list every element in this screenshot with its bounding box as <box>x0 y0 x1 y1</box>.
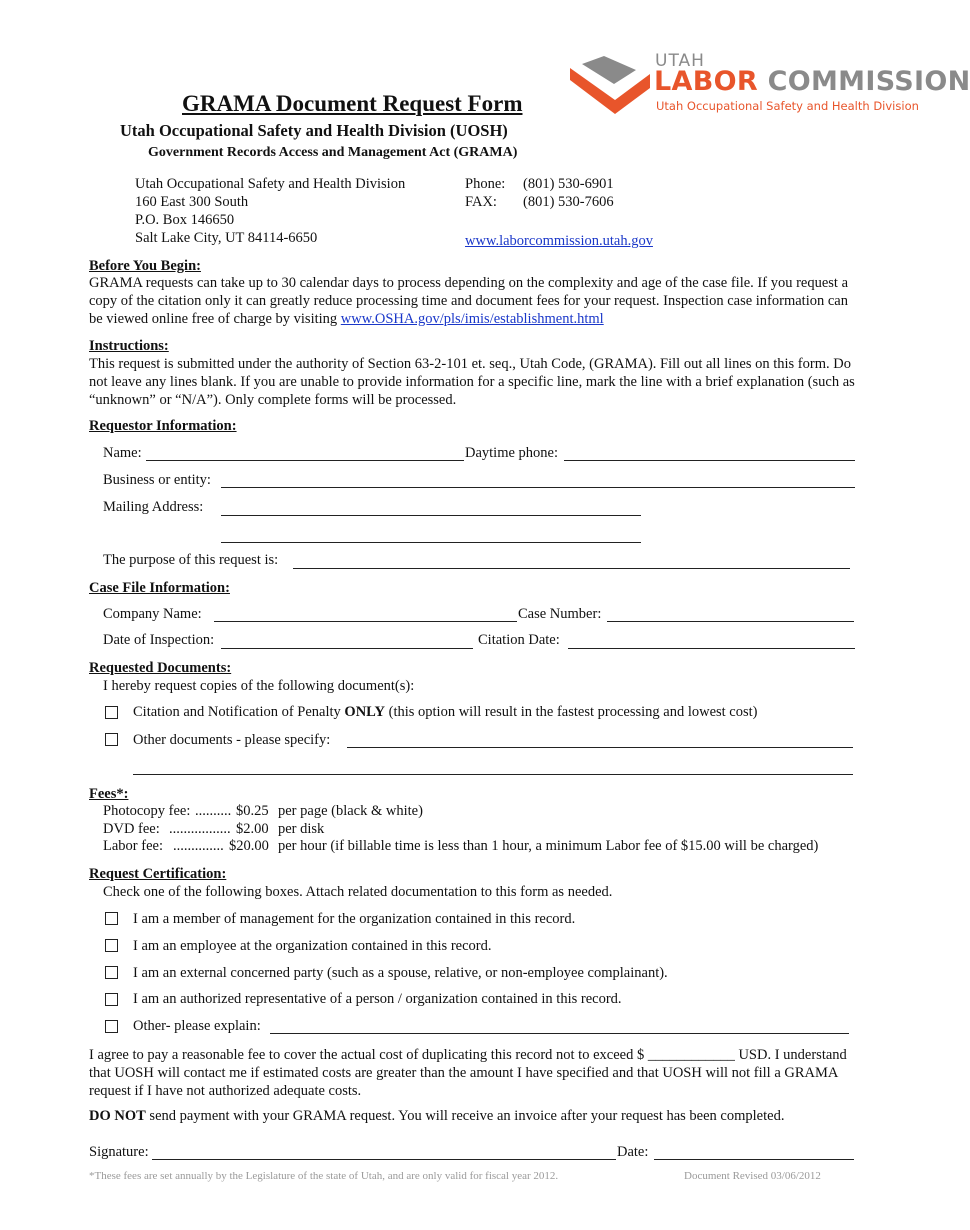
fee-dots: .......... <box>195 803 232 819</box>
employee-label: I am an employee at the organization contained in this record. <box>133 938 492 954</box>
certification-intro: Check one of the following boxes. Attach related documentation to this form as needed. <box>103 884 613 900</box>
address-line: 160 East 300 South <box>135 194 249 210</box>
other-documents-field-2[interactable] <box>133 774 853 775</box>
fee-agreement-terms: USD. I understand that UOSH will contact me if estimated costs are greater than the amount I have specified and that UOSH will not fill a GRAMA request if I have not authorized adequate costs. <box>89 1047 847 1099</box>
business-field[interactable] <box>221 487 855 488</box>
signature-label: Signature: <box>89 1144 149 1160</box>
external-party-label: I am an external concerned party (such as a spouse, relative, or non-employee complainant). <box>133 965 668 981</box>
phone-number: (801) 530-6901 <box>523 176 614 192</box>
other-documents-field-1[interactable] <box>347 747 853 748</box>
logo-state: UTAH <box>655 51 705 71</box>
authorized-representative-label: I am an authorized representative of a person / organization contained in this record. <box>133 991 622 1007</box>
management-checkbox[interactable] <box>105 912 118 925</box>
citation-date-field[interactable] <box>568 648 855 649</box>
fee-dots: ................. <box>169 821 231 837</box>
document-revision: Document Revised 03/06/2012 <box>684 1170 821 1182</box>
payment-notice <box>89 1108 784 1125</box>
documents-heading: Requested Documents: <box>89 660 232 676</box>
mailing-address-label: Mailing Address: <box>103 499 204 515</box>
citation-only-text: Citation and Notification of Penalty <box>133 704 345 720</box>
daytime-phone-field[interactable] <box>564 460 855 461</box>
citation-only-note: (this option will result in the fastest processing and lowest cost) <box>384 704 758 720</box>
fax-label: FAX: <box>465 194 497 210</box>
mailing-address-field-1[interactable] <box>221 515 641 516</box>
payment-notice-text: send payment with your GRAMA request. You will receive an invoice after your request has been completed. <box>145 1108 785 1124</box>
fee-agreement <box>89 1046 864 1100</box>
other-explain-label: Other- please explain: <box>133 1018 261 1034</box>
employee-checkbox[interactable] <box>105 939 118 952</box>
logo-title <box>654 66 970 97</box>
fee-agreement-text: I agree to pay a reasonable fee to cover the actual cost of duplicating this record not to exceed $ <box>89 1047 648 1063</box>
purpose-field[interactable] <box>293 568 850 569</box>
fees-footnote: *These fees are set annually by the Legislature of the state of Utah, and are only valid for fiscal year 2012. <box>89 1170 559 1182</box>
other-explain-field[interactable] <box>270 1033 849 1034</box>
fee-amount: $0.25 <box>236 803 269 819</box>
inspection-date-field[interactable] <box>221 648 473 649</box>
management-label: I am a member of management for the organization contained in this record. <box>133 911 576 927</box>
fee-amount: $2.00 <box>236 821 269 837</box>
fees-heading: Fees*: <box>89 786 129 802</box>
payment-notice-emphasis: DO NOT <box>89 1108 146 1124</box>
fee-amount: $20.00 <box>229 838 269 854</box>
fax-number: (801) 530-7606 <box>523 194 614 210</box>
logo-division: Utah Occupational Safety and Health Division <box>656 99 919 113</box>
before-heading: Before You Begin: <box>89 258 201 274</box>
certification-heading: Request Certification: <box>89 866 227 882</box>
company-name-label: Company Name: <box>103 606 202 622</box>
citation-only-checkbox[interactable] <box>105 706 118 719</box>
external-party-checkbox[interactable] <box>105 966 118 979</box>
act-name: Government Records Access and Management Act (GRAMA) <box>148 145 518 160</box>
mailing-address-field-2[interactable] <box>221 542 641 543</box>
logo-commission: COMMISSION <box>767 66 970 97</box>
company-name-field[interactable] <box>214 621 517 622</box>
fee-desc: per disk <box>278 821 325 837</box>
daytime-phone-label: Daytime phone: <box>465 445 559 461</box>
citation-only-emphasis: ONLY <box>344 704 385 720</box>
address-line: Salt Lake City, UT 84114-6650 <box>135 230 318 246</box>
osha-link[interactable]: www.OSHA.gov/pls/imis/establishment.html <box>340 311 604 327</box>
phone-label: Phone: <box>465 176 506 192</box>
before-body: GRAMA requests can take up to 30 calendar days to process depending on the complexity and age of the case file. If you request a copy of the citation only it can greatly reduce processing time and document fees for your request. Inspection case information can be viewed online free of charge by visiting <box>89 275 848 327</box>
other-explain-checkbox[interactable] <box>105 1020 118 1033</box>
other-documents-checkbox[interactable] <box>105 733 118 746</box>
other-documents-label: Other documents - please specify: <box>133 732 331 748</box>
fee-desc: per page (black & white) <box>278 803 423 819</box>
case-file-heading: Case File Information: <box>89 580 230 596</box>
before-text <box>89 274 864 328</box>
documents-intro: I hereby request copies of the following document(s): <box>103 678 415 694</box>
citation-date-label: Citation Date: <box>478 632 560 648</box>
logo-emblem-icon <box>570 56 650 114</box>
date-field[interactable] <box>654 1159 854 1160</box>
page-subtitle: Utah Occupational Safety and Health Division (UOSH) <box>120 121 508 140</box>
fee-desc: per hour (if billable time is less than 1 hour, a minimum Labor fee of $15.00 will be charged) <box>278 838 819 854</box>
instructions-heading: Instructions: <box>89 338 169 354</box>
signature-field[interactable] <box>152 1159 616 1160</box>
case-number-field[interactable] <box>607 621 854 622</box>
citation-only-label <box>133 704 758 721</box>
requestor-heading: Requestor Information: <box>89 418 237 434</box>
fee-dots: .............. <box>173 838 224 854</box>
authorized-representative-checkbox[interactable] <box>105 993 118 1006</box>
fee-label: Photocopy fee: <box>103 803 191 819</box>
instructions-text: This request is submitted under the authority of Section 63-2-101 et. seq., Utah Code, (GRAMA). Fill out all lines on this form. Do not leave any lines blank. If you are unable to provide information for a specific line, mark the line with a brief explanation (such as “unknown” or “N/A”). Only complete forms will be processed. <box>89 356 855 408</box>
fee-label: Labor fee: <box>103 838 163 854</box>
name-label: Name: <box>103 445 142 461</box>
inspection-date-label: Date of Inspection: <box>103 632 215 648</box>
fee-label: DVD fee: <box>103 821 160 837</box>
website-link[interactable]: www.laborcommission.utah.gov <box>465 233 653 249</box>
address-line: Utah Occupational Safety and Health Division <box>135 176 406 192</box>
business-label: Business or entity: <box>103 472 211 488</box>
purpose-label: The purpose of this request is: <box>103 552 279 568</box>
page-title: GRAMA Document Request Form <box>182 91 523 116</box>
address-line: P.O. Box 146650 <box>135 212 235 228</box>
case-number-label: Case Number: <box>518 606 602 622</box>
date-label: Date: <box>617 1144 649 1160</box>
max-fee-field[interactable]: ____________ <box>647 1047 735 1063</box>
logo-labor: LABOR <box>654 66 758 97</box>
name-field[interactable] <box>146 460 464 461</box>
